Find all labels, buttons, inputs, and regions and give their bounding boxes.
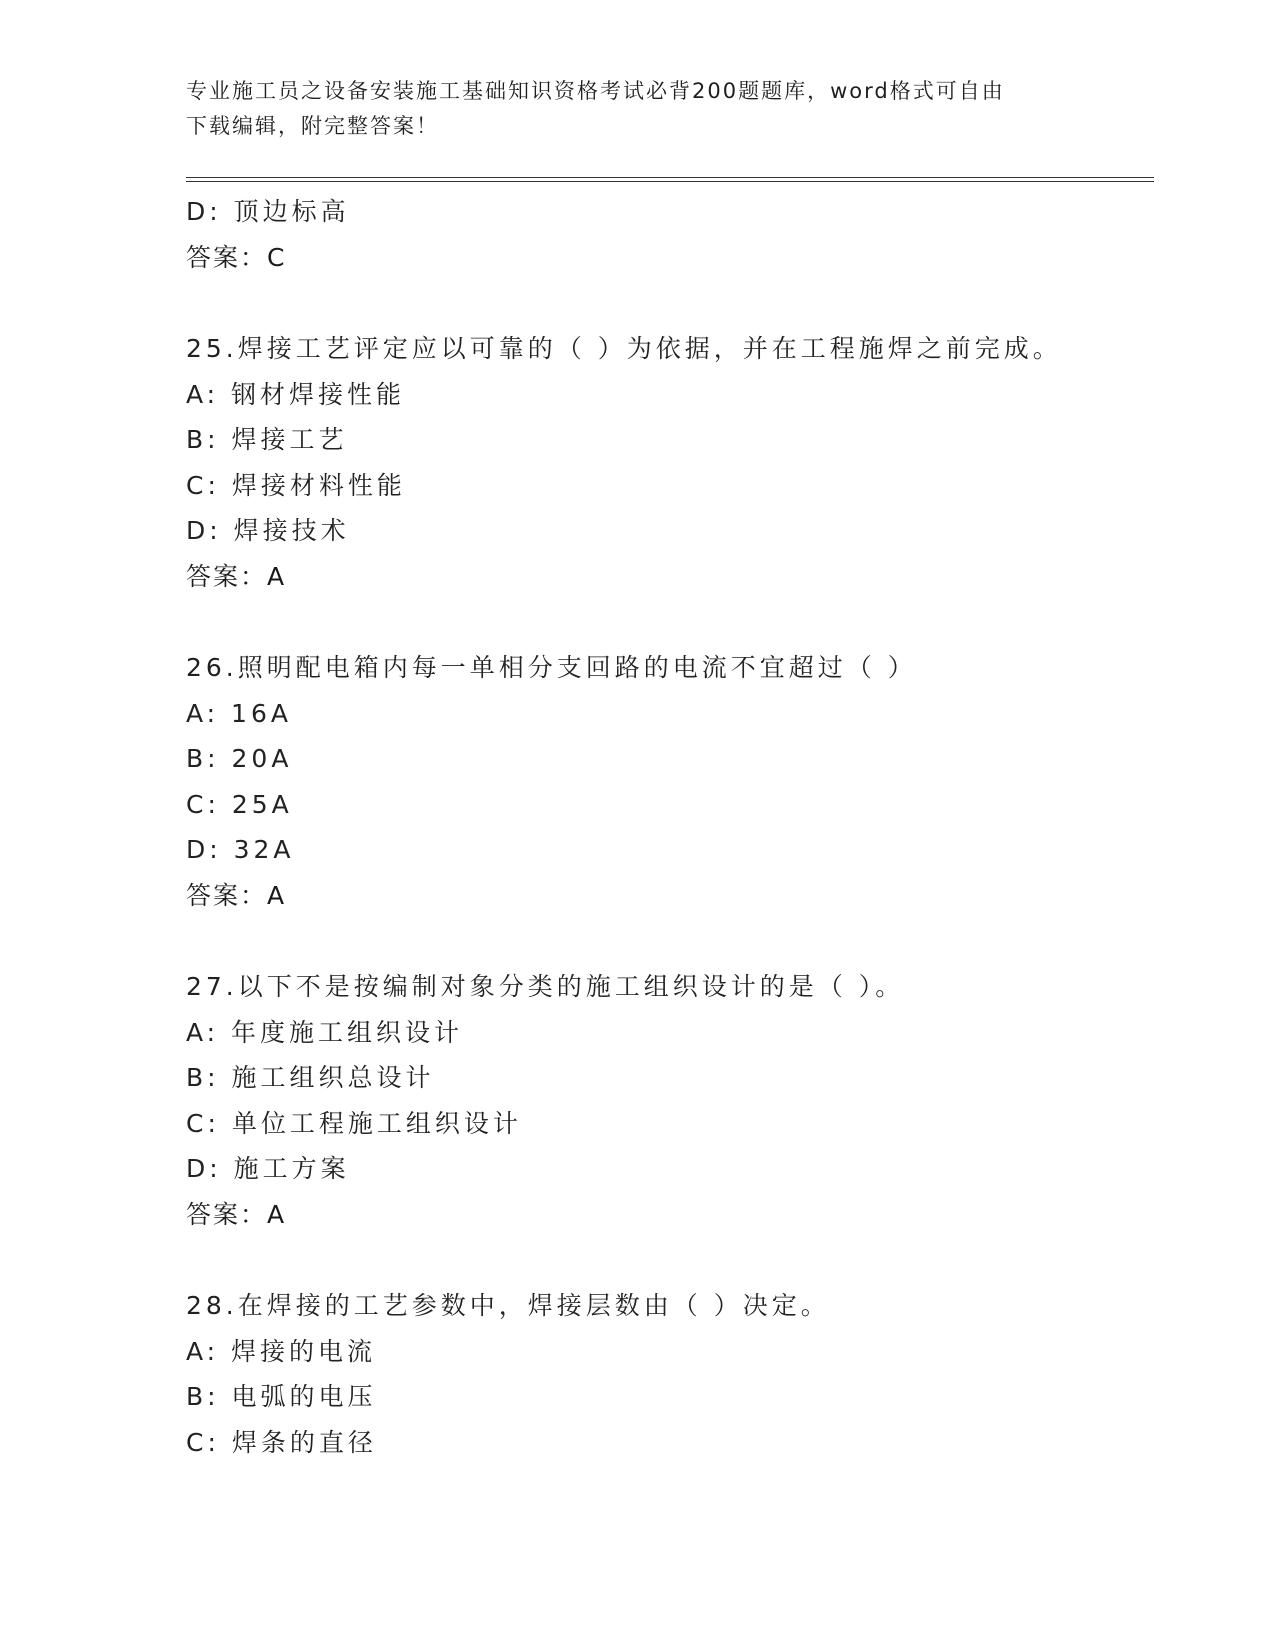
answer-line: 答案：A: [186, 880, 287, 910]
option-d: D: 顶边标高: [186, 197, 350, 226]
question-24-tail: [186, 189, 1154, 280]
question-27: [186, 964, 1154, 1237]
document-header: [186, 74, 1066, 144]
option-a: A: 焊接的电流: [186, 1336, 377, 1366]
spacer: [186, 280, 1154, 326]
header-title-line-2: 下载编辑，附完整答案！: [186, 114, 439, 138]
option-b: B: 20A: [186, 744, 293, 773]
answer-line: 答案：C: [186, 242, 287, 272]
question-28: [186, 1283, 1154, 1465]
answer-line: 答案：A: [186, 1199, 287, 1229]
option-c: C: 焊接材料性能: [186, 470, 406, 500]
option-c: C: 25A: [186, 789, 293, 819]
option-a: A: 16A: [186, 698, 292, 728]
option-d: D: 施工方案: [186, 1154, 350, 1183]
option-c: C: 焊条的直径: [186, 1427, 377, 1457]
question-stem: 26.照明配电箱内每一单相分支回路的电流不宜超过（ ）: [186, 653, 917, 682]
option-b: B: 电弧的电压: [186, 1382, 377, 1411]
spacer: [186, 918, 1154, 964]
question-stem: 27.以下不是按编制对象分类的施工组织设计的是（ ）。: [186, 972, 905, 1001]
option-a: A: 钢材焊接性能: [186, 379, 406, 409]
option-b: B: 施工组织总设计: [186, 1063, 435, 1092]
option-b: B: 焊接工艺: [186, 425, 348, 454]
option-d: D: 焊接技术: [186, 516, 350, 545]
question-25: [186, 326, 1154, 599]
spacer: [186, 599, 1154, 645]
answer-line: 答案：A: [186, 561, 287, 591]
option-d: D: 32A: [186, 835, 295, 864]
question-stem: 28.在焊接的工艺参数中，焊接层数由（ ）决定。: [186, 1291, 830, 1320]
option-a: A: 年度施工组织设计: [186, 1017, 464, 1047]
question-stem: 25.焊接工艺评定应以可靠的（ ）为依据，并在工程施焊之前完成。: [186, 334, 1062, 363]
question-26: [186, 645, 1154, 918]
header-title-line-1: 专业施工员之设备安装施工基础知识资格考试必背200题题库，word格式可自由: [186, 79, 1005, 103]
option-c: C: 单位工程施工组织设计: [186, 1108, 522, 1138]
question-list: [186, 189, 1154, 1465]
header-divider-top: [186, 177, 1154, 178]
spacer: [186, 1237, 1154, 1283]
header-divider-bottom: [186, 181, 1154, 182]
